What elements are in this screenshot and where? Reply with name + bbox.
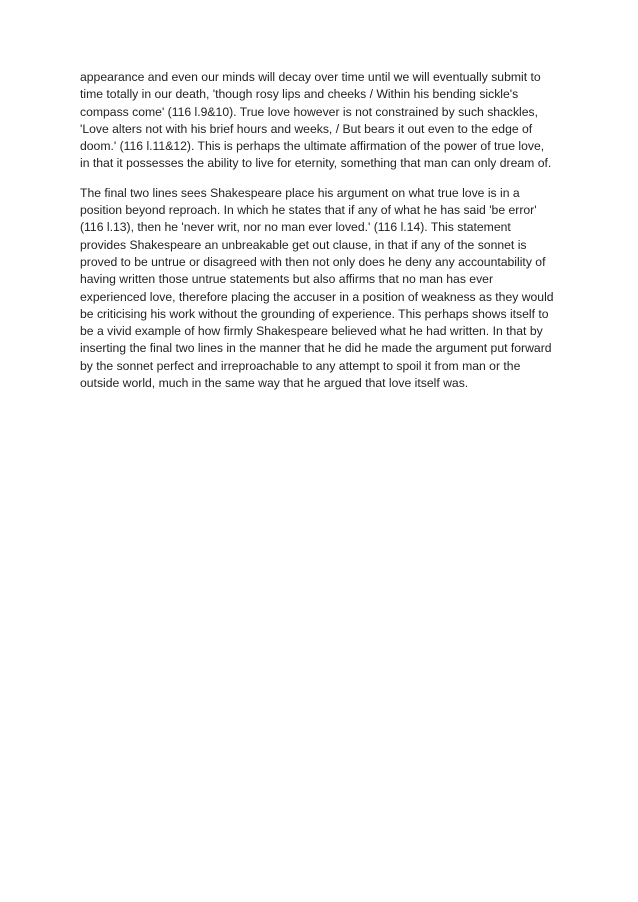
text-line: experienced love, therefore placing the accuser in a position of weakness as they would xyxy=(80,289,554,304)
text-line: time totally in our death, 'though rosy lips and cheeks / Within his bending sickle's xyxy=(80,87,519,102)
text-line: having written those untrue statements but also affirms that no man has ever xyxy=(80,272,494,287)
text-line: proved to be untrue or disagreed with then not only does he deny any accountability of xyxy=(80,254,546,269)
paragraph-2 xyxy=(80,185,564,393)
text-line: provides Shakespeare an unbreakable get out clause, in that if any of the sonnet is xyxy=(80,237,527,252)
text-line: inserting the final two lines in the manner that he did he made the argument put forward xyxy=(80,341,552,356)
text-line: be criticising his work without the grounding of experience. This perhaps shows itself to xyxy=(80,306,549,321)
text-line: by the sonnet perfect and irreproachable to any attempt to spoil it from man or the xyxy=(80,358,521,373)
text-line: outside world, much in the same way that he argued that love itself was. xyxy=(80,376,469,391)
text-line: The final two lines sees Shakespeare place his argument on what true love is in a xyxy=(80,185,520,200)
text-line: doom.' (116 l.11&12). This is perhaps the ultimate affirmation of the power of true love, xyxy=(80,139,545,154)
text-line: compass come' (116 l.9&10). True love however is not constrained by such shackles, xyxy=(80,104,538,119)
text-line: position beyond reproach. In which he states that if any of what he has said 'be error' xyxy=(80,203,537,218)
paragraph-1 xyxy=(80,69,564,173)
text-line: 'Love alters not with his brief hours and weeks, / But bears it out even to the edge of xyxy=(80,121,533,136)
text-line: (116 l.13), then he 'never writ, nor no man ever loved.' (116 l.14). This statement xyxy=(80,220,511,235)
text-line: be a vivid example of how firmly Shakespeare believed what he had written. In that by xyxy=(80,324,543,339)
body-text xyxy=(80,69,564,404)
text-line: in that it possesses the ability to live for eternity, something that man can only dream of. xyxy=(80,156,552,171)
text-line: appearance and even our minds will decay over time until we will eventually submit to xyxy=(80,70,541,84)
